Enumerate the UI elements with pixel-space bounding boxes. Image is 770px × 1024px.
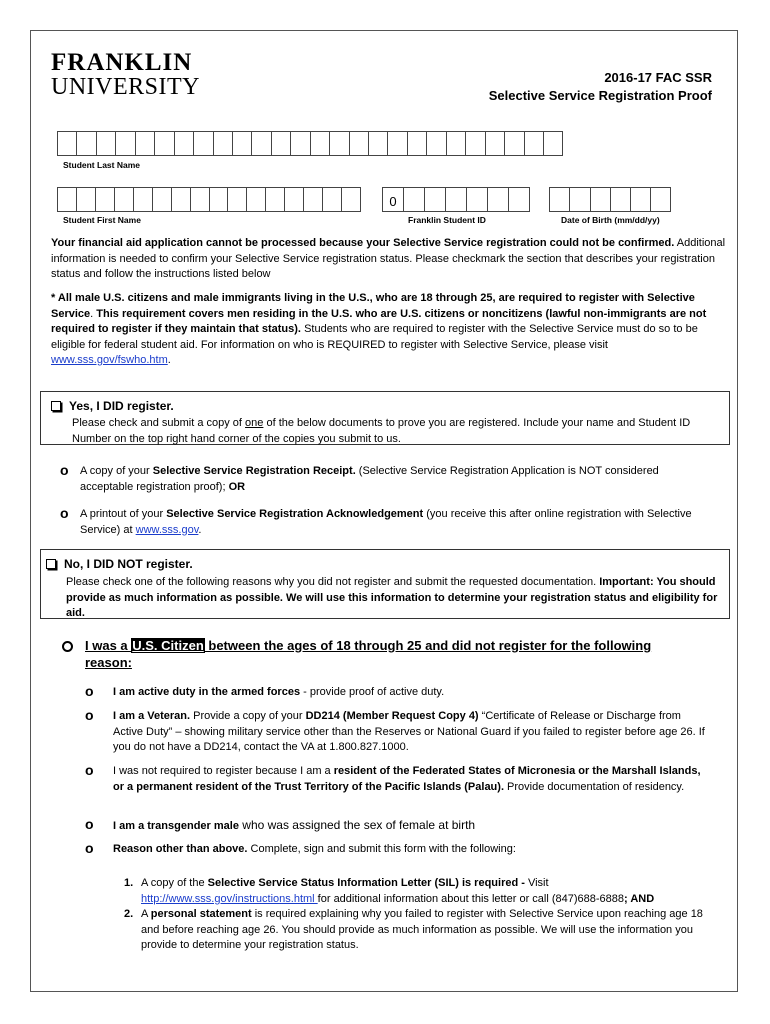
r2-text2: “Certificate of Release or Discharge from Active Duty” – showing military service other than the Reserves or National Guard if you failed to register before age 26. If you do not have a DD214, contact the VA at 1.800.827.1000. [113, 710, 705, 753]
list-number-2: 2. [124, 908, 134, 920]
form-title: 2016-17 FAC SSR [604, 70, 712, 85]
yes-description [72, 416, 722, 445]
franklin-logo-line2: UNIVERSITY [51, 74, 200, 100]
n2-c: is required explaining why you failed to register with Selective Service upon reaching age 18 and before reaching age 26. You should provide as much information as possible. We will use the information you provide to determine your registration status. [141, 908, 703, 951]
option-bullet-icon[interactable]: o [85, 683, 94, 699]
checkbox-icon[interactable] [46, 559, 56, 569]
r1-bold: I am active duty in the armed forces [113, 686, 301, 698]
yes-option-receipt [80, 464, 710, 495]
sss-instructions-link[interactable]: http://www.sss.gov/instructions.html [141, 892, 318, 905]
student-id-digit: 0 [383, 188, 404, 211]
citizen-heading [85, 638, 665, 671]
opt1-or: OR [228, 480, 246, 493]
requirement-paragraph: * All male U.S. citizens and male immigrants living in the U.S., who are 18 through 25, are required to register with Selective Service. This requirement covers men residing in the U.S. who are U.S. citizens or noncitizens (lawful non-immigrants are not required to register if they maintain that status). Students who are required to register with the Selective Service must do so to be eligible for federal student aid. For information on who is REQUIRED to register with Selective Service, please visit www.sss.gov/fswho.htm. [51, 292, 707, 366]
n1-a: A copy of the [141, 877, 208, 889]
r4-bold: I am a transgender male [113, 820, 239, 832]
reason-other [113, 842, 713, 858]
citizen-highlight: U.S. Citizen [132, 638, 204, 653]
yes-option-acknowledgement: A printout of your Selective Service Registration Acknowledgement (you receive this after online registration with Selective Service) at www.sss.gov. [80, 508, 692, 536]
citizen-radio-icon[interactable] [62, 641, 73, 652]
opt2-b: Selective Service Registration Acknowledgement [166, 508, 424, 520]
intro-text: Additional information is needed to confirm your Selective Service registration status. Please checkmark the section that describes your registration status and follow the instructions listed below [51, 237, 726, 280]
no-register-title: No, I DID NOT register. [64, 557, 193, 571]
intro-paragraph [51, 236, 731, 283]
n1-b: Selective Service Status Information Letter (SIL) is required - [207, 877, 528, 889]
option-bullet-icon[interactable]: o [60, 462, 69, 478]
reason-active-duty [113, 685, 713, 701]
option-bullet-icon[interactable]: o [85, 816, 94, 832]
date-of-birth-label: Date of Birth (mm/dd/yy) [561, 215, 660, 225]
r3-text: I was not required to register because I am a [113, 765, 334, 777]
requirement-bold: This requirement covers men residing in the U.S. who are U.S. citizens or noncitizens (lawful non-immigrants are not required to register if they maintain that status). [51, 307, 707, 335]
r5-bold: Reason other than above. [113, 843, 248, 855]
student-id-label: Franklin Student ID [408, 215, 486, 225]
requirement-text: Students who are required to register with the Selective Service must do so to be eligible for federal student aid. For information on who is REQUIRED to register with Selective Service, please visit [51, 323, 698, 351]
list-number-1: 1. [124, 877, 134, 889]
option-bullet-icon[interactable]: o [85, 707, 94, 723]
intro-bold-line: Your financial aid application cannot be processed because your Selective Service registration could not be confirmed. [51, 237, 675, 249]
opt2-a: A printout of your [80, 508, 167, 520]
opt1-b: Selective Service Registration Receipt. [152, 465, 356, 477]
r1-text: - provide proof of active duty. [300, 686, 445, 698]
opt1-c: (Selective Service Registration Application is NOT considered acceptable registration proof); [80, 465, 659, 493]
sss-gov-link[interactable]: www.sss.gov [135, 523, 199, 536]
yes-register-option[interactable] [51, 399, 174, 413]
no-register-option[interactable] [46, 557, 193, 571]
option-bullet-icon[interactable]: o [60, 505, 69, 521]
r2-bold2: DD214 (Member Request Copy 4) [305, 710, 479, 722]
no-desc-b: Important: You should provide as much information as possible. We will use this information to determine your registration status and eligibility for aid. [66, 576, 718, 619]
option-bullet-icon[interactable]: o [85, 762, 94, 778]
n1-e: ; AND [624, 892, 655, 905]
checkbox-icon[interactable] [51, 401, 61, 411]
requirement-sil-letter [141, 876, 721, 907]
n2-b: personal statement [150, 908, 252, 920]
reason-micronesia [113, 764, 713, 795]
first-name-boxes[interactable] [57, 187, 361, 212]
yes-register-title: Yes, I DID register. [69, 399, 174, 413]
r3-text2: Provide documentation of residency. [504, 780, 685, 793]
citizen-post: between the ages of 18 through 25 and did not register for the following reason: [85, 638, 652, 670]
reason-transgender [113, 817, 713, 834]
sss-fswho-link[interactable]: www.sss.gov/fswho.htm [51, 354, 168, 366]
requirement-lead: * All male U.S. citizens and male immigrants living in the U.S., who are 18 through 25, are required to register with Selective Service [51, 292, 695, 320]
n1-d: for additional information about this letter or call (847)688-6888 [317, 892, 625, 905]
opt2-c: (you receive this after online registration with Selective Service) at [80, 508, 692, 536]
r2-text1: Provide a copy of your [190, 710, 306, 722]
last-name-label: Student Last Name [63, 160, 140, 170]
n2-a: A [141, 908, 151, 920]
opt1-a: A copy of your [80, 465, 153, 477]
no-desc-a: Please check one of the following reasons why you did not register and submit the requested documentation. [66, 576, 600, 588]
last-name-boxes[interactable] [57, 131, 563, 156]
form-subtitle: Selective Service Registration Proof [488, 88, 712, 103]
r3-bold: resident of the Federated States of Micronesia or the Marshall Islands, or a permanent resident of the Trust Territory of the Pacific Islands (Palau). [113, 765, 701, 793]
r5-text: Complete, sign and submit this form with the following: [247, 843, 516, 855]
yes-desc-a: Please check and submit a copy of [72, 417, 246, 429]
r4-text: who was assigned the sex of female at birth [238, 818, 476, 832]
no-description [66, 575, 721, 619]
first-name-label: Student First Name [63, 215, 141, 225]
citizen-pre: I was a [85, 638, 132, 653]
yes-desc-one: one [245, 417, 264, 429]
student-id-boxes[interactable] [382, 187, 530, 212]
n1-c: Visit [527, 877, 549, 889]
reason-veteran [113, 709, 713, 756]
r2-bold: I am a Veteran. [113, 710, 191, 722]
franklin-logo-line1: FRANKLIN [51, 49, 193, 76]
option-bullet-icon[interactable]: o [85, 840, 94, 856]
yes-desc-b: of the below documents to prove you are registered. Include your name and Student ID Number on the top right hand corner of the copies you submit to us. [72, 417, 691, 445]
date-of-birth-boxes[interactable] [549, 187, 671, 212]
requirement-personal-statement [141, 907, 721, 954]
